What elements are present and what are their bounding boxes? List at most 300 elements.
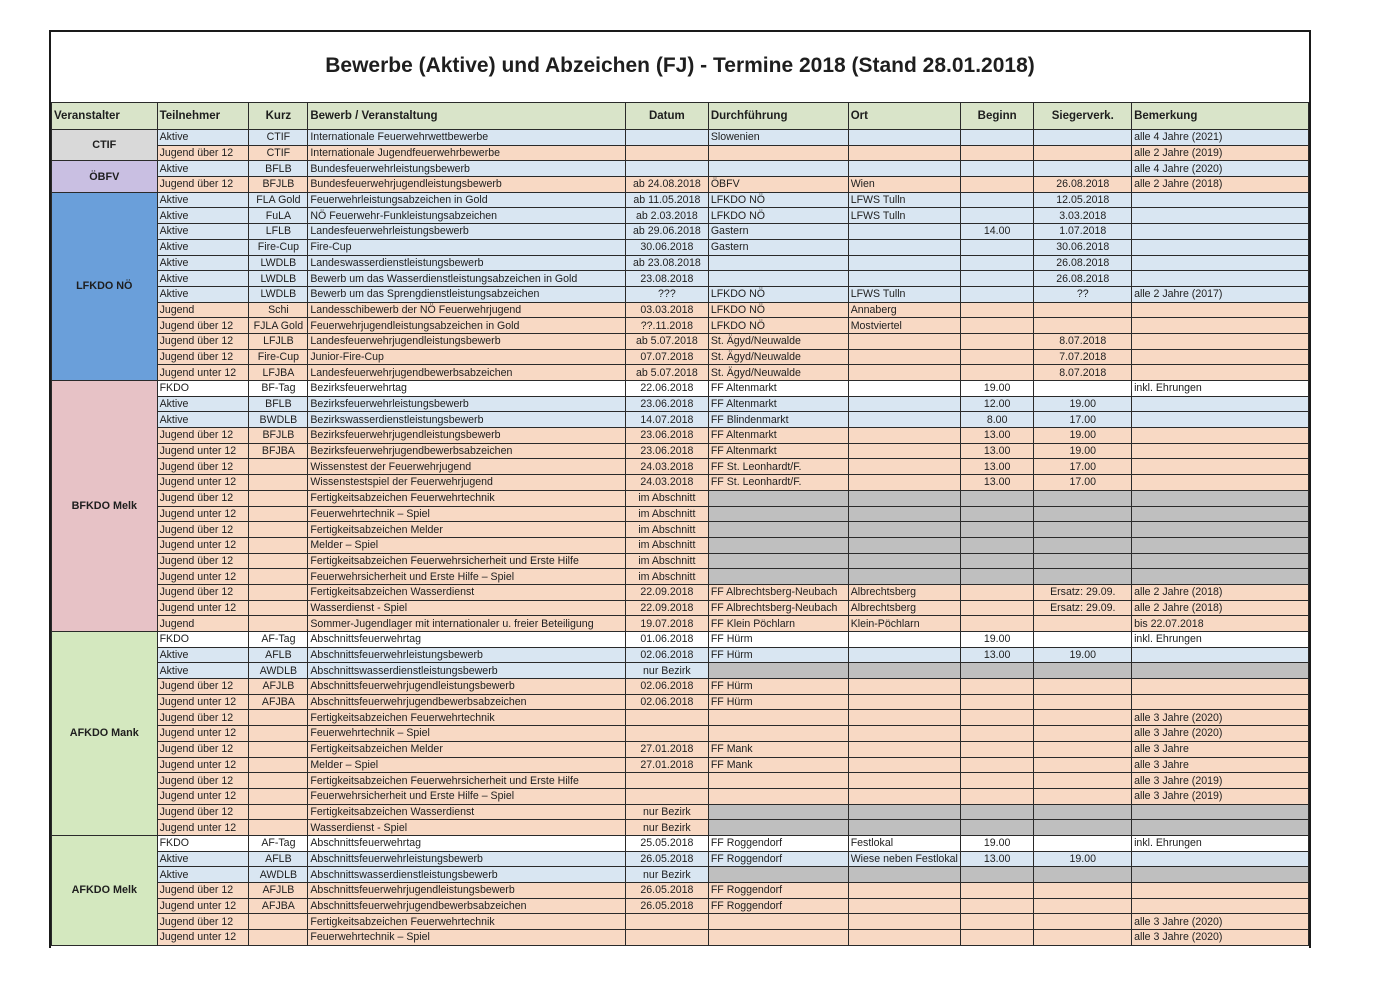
table-row [52,490,1309,506]
cell-bemerkung [1132,224,1309,240]
cell-bemerkung [1132,208,1309,224]
cell-beginn [960,302,1034,318]
table-row [52,930,1309,946]
cell-siegerverk: Ersatz: 29.09. [1034,584,1132,600]
header-bemerkung: Bemerkung [1132,103,1309,130]
organizer-cell: BFKDO Melk [52,381,158,632]
cell-siegerverk [1034,569,1132,585]
cell-durchfuehrung: Slowenien [708,130,848,146]
cell-durchfuehrung: FF Roggendorf [708,898,848,914]
cell-bewerb: Feuerwehrjugendleistungsabzeichen in Gold [308,318,626,334]
cell-datum: 27.01.2018 [625,741,708,757]
cell-bemerkung [1132,694,1309,710]
cell-durchfuehrung: LFKDO NÖ [708,302,848,318]
cell-teilnehmer: Jugend [157,302,249,318]
cell-beginn: 13.00 [960,443,1034,459]
cell-teilnehmer: Jugend über 12 [157,883,249,899]
cell-ort: Mostviertel [848,318,960,334]
header-datum: Datum [625,103,708,130]
cell-siegerverk [1034,537,1132,553]
cell-durchfuehrung [708,553,848,569]
cell-datum: nur Bezirk [625,663,708,679]
cell-datum: 14.07.2018 [625,412,708,428]
table-row [52,161,1309,177]
cell-bewerb: Abschnittsfeuerwehrjugendbewerbsabzeichen [308,898,626,914]
cell-datum: ab 23.08.2018 [625,255,708,271]
cell-datum: 01.06.2018 [625,632,708,648]
table-row [52,694,1309,710]
cell-teilnehmer: Aktive [157,663,249,679]
cell-datum: 26.05.2018 [625,898,708,914]
header-beginn: Beginn [960,103,1034,130]
cell-beginn [960,741,1034,757]
cell-bewerb: Fertigkeitsabzeichen Feuerwehrsicherheit und Erste Hilfe [308,773,626,789]
cell-teilnehmer: Jugend über 12 [157,177,249,193]
cell-kurz [249,490,308,506]
cell-datum: nur Bezirk [625,804,708,820]
cell-datum: 27.01.2018 [625,757,708,773]
cell-teilnehmer: Jugend unter 12 [157,930,249,946]
cell-durchfuehrung: FF Albrechtsberg-Neubach [708,600,848,616]
cell-kurz [249,788,308,804]
table-body [52,103,1309,946]
cell-kurz [249,459,308,475]
table-header-row [52,103,1309,130]
cell-teilnehmer: Aktive [157,192,249,208]
cell-kurz [249,616,308,632]
table-row [52,459,1309,475]
cell-siegerverk [1034,804,1132,820]
cell-datum: im Abschnitt [625,522,708,538]
cell-teilnehmer: Jugend über 12 [157,710,249,726]
table-row [52,600,1309,616]
cell-datum: 22.06.2018 [625,381,708,397]
cell-bemerkung [1132,349,1309,365]
cell-siegerverk [1034,757,1132,773]
cell-bemerkung: alle 2 Jahre (2018) [1132,584,1309,600]
cell-bemerkung [1132,475,1309,491]
cell-bemerkung: alle 3 Jahre [1132,757,1309,773]
cell-beginn [960,271,1034,287]
cell-durchfuehrung: LFKDO NÖ [708,286,848,302]
cell-kurz: LFJBA [249,365,308,381]
table-row [52,255,1309,271]
cell-datum: ab 24.08.2018 [625,177,708,193]
cell-kurz: FuLA [249,208,308,224]
cell-siegerverk [1034,161,1132,177]
cell-ort [848,443,960,459]
cell-ort [848,773,960,789]
cell-bewerb: Fire-Cup [308,239,626,255]
cell-datum: 03.03.2018 [625,302,708,318]
cell-ort [848,898,960,914]
cell-ort [848,459,960,475]
cell-teilnehmer: Aktive [157,239,249,255]
table-row [52,710,1309,726]
cell-durchfuehrung: FF Hürm [708,632,848,648]
cell-bewerb: Landesfeuerwehrjugendleistungsbewerb [308,333,626,349]
cell-bewerb: Bezirksfeuerwehrjugendbewerbsabzeichen [308,443,626,459]
cell-datum: 23.08.2018 [625,271,708,287]
cell-siegerverk: 17.00 [1034,475,1132,491]
cell-durchfuehrung: FF Roggendorf [708,851,848,867]
cell-teilnehmer: Jugend über 12 [157,145,249,161]
cell-siegerverk [1034,616,1132,632]
cell-siegerverk: 19.00 [1034,443,1132,459]
cell-teilnehmer: Aktive [157,130,249,146]
cell-ort [848,271,960,287]
cell-kurz [249,522,308,538]
cell-siegerverk [1034,930,1132,946]
cell-kurz: AFJBA [249,898,308,914]
cell-bewerb: Fertigkeitsabzeichen Feuerwehrsicherheit und Erste Hilfe [308,553,626,569]
cell-durchfuehrung: LFKDO NÖ [708,208,848,224]
cell-kurz [249,820,308,836]
table-row [52,192,1309,208]
header-durchfuehrung: Durchführung [708,103,848,130]
cell-bewerb: Landeswasserdienstleistungsbewerb [308,255,626,271]
cell-teilnehmer: Jugend unter 12 [157,694,249,710]
cell-beginn [960,522,1034,538]
cell-kurz: AFJLB [249,679,308,695]
cell-datum: 23.06.2018 [625,443,708,459]
cell-datum: ab 5.07.2018 [625,365,708,381]
cell-ort: Klein-Pöchlarn [848,616,960,632]
cell-beginn: 19.00 [960,381,1034,397]
cell-siegerverk [1034,679,1132,695]
cell-kurz [249,475,308,491]
cell-bemerkung [1132,679,1309,695]
cell-bewerb: Abschnittsfeuerwehrtag [308,835,626,851]
cell-bemerkung [1132,506,1309,522]
cell-ort: LFWS Tulln [848,192,960,208]
cell-kurz [249,726,308,742]
cell-kurz: AFLB [249,647,308,663]
cell-beginn [960,788,1034,804]
cell-ort [848,741,960,757]
cell-ort: Wiese neben Festlokal [848,851,960,867]
cell-bemerkung: bis 22.07.2018 [1132,616,1309,632]
cell-kurz: CTIF [249,130,308,146]
cell-durchfuehrung: St. Ägyd/Neuwalde [708,333,848,349]
cell-bewerb: Wissenstest der Feuerwehrjugend [308,459,626,475]
cell-siegerverk [1034,788,1132,804]
cell-siegerverk [1034,130,1132,146]
cell-kurz: Fire-Cup [249,239,308,255]
cell-kurz [249,757,308,773]
cell-beginn: 8.00 [960,412,1034,428]
cell-siegerverk [1034,318,1132,334]
cell-teilnehmer: Aktive [157,224,249,240]
cell-teilnehmer: Aktive [157,286,249,302]
cell-siegerverk [1034,302,1132,318]
cell-siegerverk: 17.00 [1034,412,1132,428]
cell-bewerb: Feuerwehrsicherheit und Erste Hilfe – Spiel [308,569,626,585]
cell-durchfuehrung: FF Hürm [708,694,848,710]
cell-durchfuehrung [708,710,848,726]
organizer-cell: LFKDO NÖ [52,192,158,380]
organizer-cell: ÖBFV [52,161,158,192]
cell-beginn [960,820,1034,836]
cell-datum: 26.05.2018 [625,851,708,867]
cell-ort [848,663,960,679]
cell-bewerb: Wasserdienst - Spiel [308,600,626,616]
cell-kurz: AWDLB [249,663,308,679]
cell-ort: Annaberg [848,302,960,318]
header-teilnehmer: Teilnehmer [157,103,249,130]
cell-siegerverk [1034,553,1132,569]
cell-beginn: 13.00 [960,647,1034,663]
cell-ort [848,553,960,569]
cell-datum: ab 5.07.2018 [625,333,708,349]
cell-beginn [960,130,1034,146]
table-row [52,412,1309,428]
cell-durchfuehrung [708,255,848,271]
cell-bemerkung: alle 2 Jahre (2018) [1132,177,1309,193]
cell-bemerkung [1132,459,1309,475]
cell-siegerverk [1034,694,1132,710]
cell-durchfuehrung: FF Hürm [708,679,848,695]
cell-bewerb: Abschnittswasserdienstleistungsbewerb [308,663,626,679]
cell-durchfuehrung: FF Mank [708,741,848,757]
cell-ort [848,522,960,538]
cell-teilnehmer: Aktive [157,412,249,428]
cell-ort [848,161,960,177]
cell-datum: im Abschnitt [625,506,708,522]
cell-teilnehmer: Aktive [157,851,249,867]
cell-beginn [960,804,1034,820]
table-row [52,741,1309,757]
cell-kurz [249,584,308,600]
cell-datum: 22.09.2018 [625,584,708,600]
cell-kurz: LFJLB [249,333,308,349]
cell-teilnehmer: Jugend unter 12 [157,506,249,522]
cell-kurz: AWDLB [249,867,308,883]
cell-bemerkung [1132,663,1309,679]
cell-beginn [960,553,1034,569]
cell-ort [848,788,960,804]
header-siegerverk: Siegerverk. [1034,103,1132,130]
cell-siegerverk [1034,506,1132,522]
cell-teilnehmer: Jugend über 12 [157,773,249,789]
cell-datum: 22.09.2018 [625,600,708,616]
cell-kurz [249,506,308,522]
cell-beginn [960,208,1034,224]
cell-ort [848,914,960,930]
cell-durchfuehrung: FF Roggendorf [708,835,848,851]
cell-beginn: 19.00 [960,632,1034,648]
cell-siegerverk [1034,381,1132,397]
cell-beginn: 13.00 [960,475,1034,491]
cell-durchfuehrung: LFKDO NÖ [708,318,848,334]
cell-bewerb: Bezirkswasserdienstleistungsbewerb [308,412,626,428]
cell-beginn [960,365,1034,381]
cell-bewerb: Abschnittsfeuerwehrleistungsbewerb [308,851,626,867]
cell-ort [848,726,960,742]
cell-datum: im Abschnitt [625,569,708,585]
cell-teilnehmer: FKDO [157,632,249,648]
cell-datum [625,145,708,161]
cell-datum: 02.06.2018 [625,647,708,663]
cell-ort [848,757,960,773]
cell-ort [848,475,960,491]
cell-bewerb: Internationale Feuerwehrwettbewerbe [308,130,626,146]
table-row [52,333,1309,349]
cell-durchfuehrung [708,773,848,789]
cell-bemerkung: inkl. Ehrungen [1132,632,1309,648]
organizer-cell: AFKDO Mank [52,632,158,836]
cell-beginn [960,883,1034,899]
cell-bewerb: Sommer-Jugendlager mit internationaler u. freier Beteiligung [308,616,626,632]
table-row [52,208,1309,224]
cell-teilnehmer: Jugend über 12 [157,490,249,506]
cell-beginn [960,663,1034,679]
cell-bemerkung: alle 3 Jahre [1132,741,1309,757]
table-row [52,365,1309,381]
cell-datum [625,161,708,177]
cell-beginn: 12.00 [960,396,1034,412]
cell-datum: 19.07.2018 [625,616,708,632]
cell-bemerkung [1132,820,1309,836]
cell-durchfuehrung [708,867,848,883]
cell-bemerkung [1132,443,1309,459]
cell-teilnehmer: Jugend über 12 [157,428,249,444]
cell-beginn: 13.00 [960,428,1034,444]
cell-datum: ab 2.03.2018 [625,208,708,224]
cell-datum: 02.06.2018 [625,679,708,695]
cell-bewerb: Junior-Fire-Cup [308,349,626,365]
cell-datum: ab 29.06.2018 [625,224,708,240]
cell-bewerb: Bezirksfeuerwehrjugendleistungsbewerb [308,428,626,444]
cell-bewerb: Fertigkeitsabzeichen Melder [308,741,626,757]
cell-bemerkung: alle 3 Jahre (2019) [1132,773,1309,789]
cell-durchfuehrung: FF Hürm [708,647,848,663]
cell-siegerverk [1034,898,1132,914]
cell-beginn [960,255,1034,271]
cell-siegerverk: 19.00 [1034,647,1132,663]
cell-bemerkung [1132,412,1309,428]
cell-beginn: 13.00 [960,851,1034,867]
cell-durchfuehrung [708,930,848,946]
cell-beginn [960,584,1034,600]
cell-datum: 30.06.2018 [625,239,708,255]
cell-datum [625,726,708,742]
cell-bemerkung [1132,365,1309,381]
cell-durchfuehrung: St. Ägyd/Neuwalde [708,349,848,365]
table-row [52,443,1309,459]
cell-bewerb: Fertigkeitsabzeichen Wasserdienst [308,584,626,600]
cell-bemerkung [1132,898,1309,914]
cell-siegerverk [1034,632,1132,648]
cell-siegerverk: 26.08.2018 [1034,255,1132,271]
cell-siegerverk: 12.05.2018 [1034,192,1132,208]
table-row [52,522,1309,538]
cell-bemerkung: alle 3 Jahre (2020) [1132,930,1309,946]
table-row [52,224,1309,240]
cell-datum: 07.07.2018 [625,349,708,365]
cell-datum [625,788,708,804]
cell-bemerkung: alle 4 Jahre (2020) [1132,161,1309,177]
cell-siegerverk [1034,883,1132,899]
cell-teilnehmer: Jugend unter 12 [157,757,249,773]
cell-ort [848,883,960,899]
cell-bemerkung [1132,333,1309,349]
cell-teilnehmer: Jugend über 12 [157,679,249,695]
cell-durchfuehrung: FF Altenmarkt [708,443,848,459]
cell-kurz: Fire-Cup [249,349,308,365]
cell-teilnehmer: Jugend unter 12 [157,600,249,616]
cell-bewerb: Landesschibewerb der NÖ Feuerwehrjugend [308,302,626,318]
cell-beginn [960,600,1034,616]
cell-bewerb: Melder – Spiel [308,537,626,553]
cell-beginn [960,616,1034,632]
table-row [52,428,1309,444]
cell-siegerverk [1034,663,1132,679]
cell-beginn: 14.00 [960,224,1034,240]
cell-kurz: LWDLB [249,255,308,271]
cell-beginn [960,773,1034,789]
cell-beginn [960,757,1034,773]
cell-kurz: BFJLB [249,428,308,444]
cell-ort: Wien [848,177,960,193]
cell-teilnehmer: Jugend unter 12 [157,820,249,836]
cell-siegerverk [1034,867,1132,883]
cell-bemerkung: inkl. Ehrungen [1132,381,1309,397]
cell-datum: im Abschnitt [625,553,708,569]
cell-kurz: BWDLB [249,412,308,428]
cell-siegerverk [1034,914,1132,930]
header-kurz: Kurz [249,103,308,130]
cell-teilnehmer: Jugend unter 12 [157,788,249,804]
page-title: Bewerbe (Aktive) und Abzeichen (FJ) - Termine 2018 (Stand 28.01.2018) [325,54,1035,77]
cell-kurz: BFLB [249,161,308,177]
cell-datum: 26.05.2018 [625,883,708,899]
cell-kurz [249,600,308,616]
table-row [52,835,1309,851]
cell-kurz: AF-Tag [249,632,308,648]
table-row [52,773,1309,789]
cell-durchfuehrung: FF St. Leonhardt/F. [708,459,848,475]
cell-teilnehmer: Jugend unter 12 [157,569,249,585]
cell-kurz: CTIF [249,145,308,161]
cell-ort [848,632,960,648]
cell-beginn: 19.00 [960,835,1034,851]
cell-durchfuehrung [708,726,848,742]
cell-durchfuehrung: FF Altenmarkt [708,381,848,397]
cell-siegerverk [1034,835,1132,851]
cell-durchfuehrung [708,506,848,522]
cell-beginn [960,333,1034,349]
cell-bemerkung [1132,851,1309,867]
cell-teilnehmer: Jugend über 12 [157,553,249,569]
cell-teilnehmer: Jugend über 12 [157,584,249,600]
cell-bemerkung [1132,271,1309,287]
cell-datum: 23.06.2018 [625,428,708,444]
cell-teilnehmer: Jugend unter 12 [157,726,249,742]
table-row [52,647,1309,663]
table-row [52,569,1309,585]
cell-bemerkung: alle 3 Jahre (2020) [1132,710,1309,726]
cell-bemerkung [1132,569,1309,585]
cell-bemerkung: alle 2 Jahre (2018) [1132,600,1309,616]
cell-bewerb: Abschnittsfeuerwehrtag [308,632,626,648]
cell-durchfuehrung [708,914,848,930]
cell-ort [848,537,960,553]
cell-beginn [960,898,1034,914]
cell-bemerkung: alle 3 Jahre (2020) [1132,726,1309,742]
cell-ort [848,930,960,946]
schedule-table [51,102,1309,946]
